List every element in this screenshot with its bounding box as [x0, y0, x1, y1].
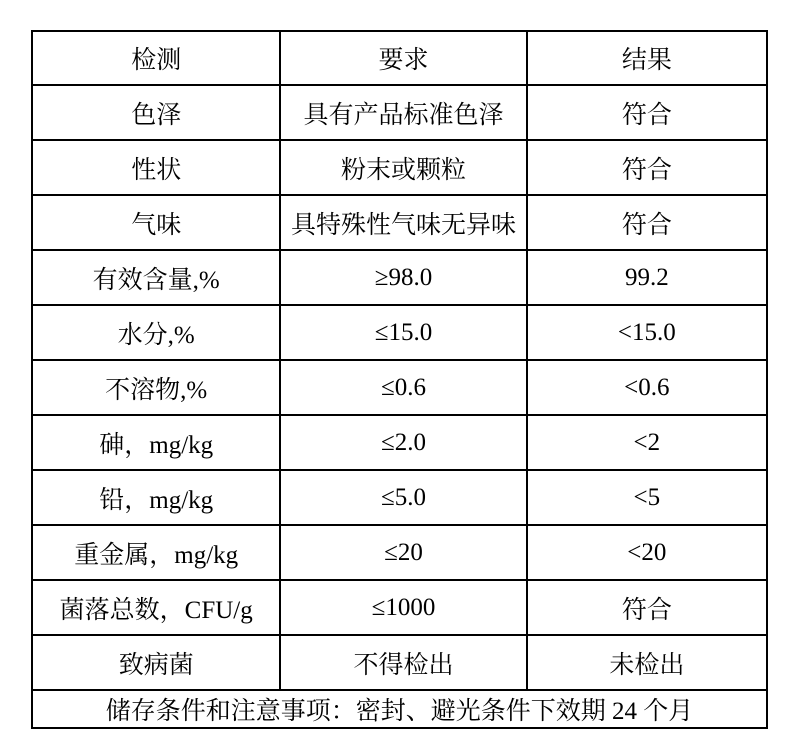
test-item-cell: 砷，mg/kg — [32, 415, 280, 470]
result-cell: 符合 — [527, 85, 767, 140]
table-row — [32, 525, 767, 580]
requirement-cell: 具特殊性气味无异味 — [280, 195, 526, 250]
table-row — [32, 360, 767, 415]
result-cell: <15.0 — [527, 305, 767, 360]
table-row — [32, 580, 767, 635]
requirement-cell: 粉末或颗粒 — [280, 140, 526, 195]
table-row — [32, 85, 767, 140]
requirement-cell: ≤1000 — [280, 580, 526, 635]
test-item-cell: 菌落总数，CFU/g — [32, 580, 280, 635]
result-cell: <5 — [527, 470, 767, 525]
table-row — [32, 140, 767, 195]
table-row — [32, 470, 767, 525]
footer-row — [32, 690, 767, 728]
table-row — [32, 415, 767, 470]
storage-note: 储存条件和注意事项：密封、避光条件下效期 24 个月 — [32, 690, 767, 728]
result-cell: <0.6 — [527, 360, 767, 415]
inspection-table — [31, 30, 768, 729]
test-item-cell: 有效含量,% — [32, 250, 280, 305]
result-cell: 符合 — [527, 580, 767, 635]
test-item-cell: 重金属，mg/kg — [32, 525, 280, 580]
result-cell: 未检出 — [527, 635, 767, 690]
result-cell: 99.2 — [527, 250, 767, 305]
test-item-cell: 色泽 — [32, 85, 280, 140]
table-row — [32, 250, 767, 305]
result-cell: 符合 — [527, 140, 767, 195]
header-result: 结果 — [527, 31, 767, 85]
requirement-cell: ≤20 — [280, 525, 526, 580]
table-row — [32, 635, 767, 690]
requirement-cell: ≤2.0 — [280, 415, 526, 470]
inspection-document — [31, 30, 768, 729]
test-item-cell: 不溶物,% — [32, 360, 280, 415]
requirement-cell: ≤5.0 — [280, 470, 526, 525]
table-row — [32, 195, 767, 250]
requirement-cell: ≤15.0 — [280, 305, 526, 360]
requirement-cell: 具有产品标准色泽 — [280, 85, 526, 140]
test-item-cell: 水分,% — [32, 305, 280, 360]
requirement-cell: ≥98.0 — [280, 250, 526, 305]
requirement-cell: 不得检出 — [280, 635, 526, 690]
test-item-cell: 铅，mg/kg — [32, 470, 280, 525]
requirement-cell: ≤0.6 — [280, 360, 526, 415]
test-item-cell: 致病菌 — [32, 635, 280, 690]
result-cell: <20 — [527, 525, 767, 580]
test-item-cell: 气味 — [32, 195, 280, 250]
result-cell: <2 — [527, 415, 767, 470]
header-test: 检测 — [32, 31, 280, 85]
test-item-cell: 性状 — [32, 140, 280, 195]
header-row — [32, 31, 767, 85]
result-cell: 符合 — [527, 195, 767, 250]
table-row — [32, 305, 767, 360]
header-requirement: 要求 — [280, 31, 526, 85]
